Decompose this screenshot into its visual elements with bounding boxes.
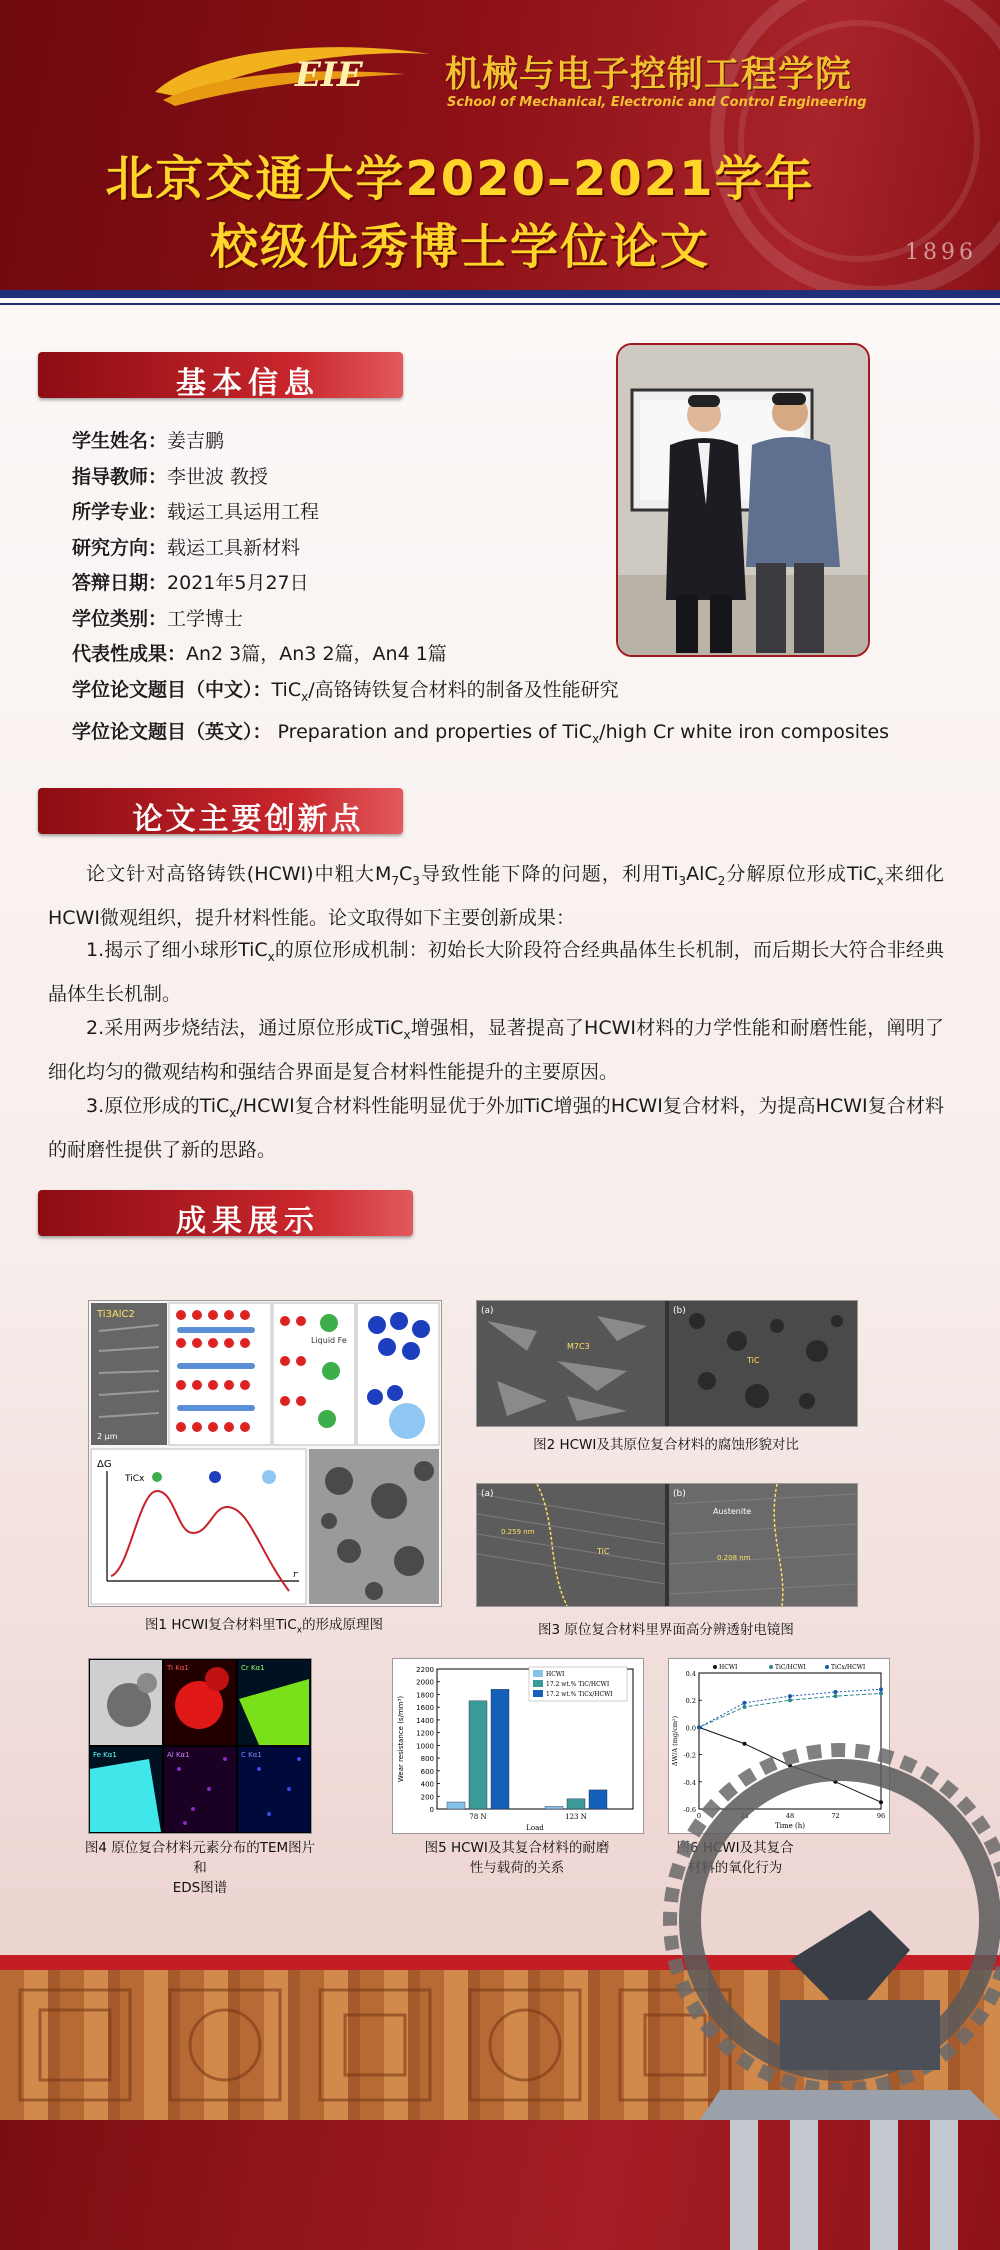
innovation-1: 1.揭示了细小球形TiC$_x$的原位形成机制：初始长大阶段符合经典晶体生长机制，而后期长大符合非经典晶体生长机制。 — [48, 939, 944, 1005]
svg-text:Cr Kα1: Cr Kα1 — [241, 1664, 265, 1672]
legend-swatch — [533, 1680, 543, 1687]
x-tick-label: 78 N — [469, 1813, 487, 1821]
figure-1 — [88, 1300, 442, 1607]
figure-4-caption: 图4 原位复合材料元素分布的TEM图片和 EDS图谱 — [84, 1840, 316, 1896]
y-tick-label: 800 — [420, 1755, 434, 1764]
bar — [567, 1799, 585, 1809]
poster-title-line-1: 北京交通大学2020–2021学年 — [105, 151, 815, 207]
y-tick-label: 0 — [429, 1806, 434, 1814]
figure-4 — [88, 1658, 312, 1834]
svg-text:r: r — [293, 1570, 298, 1580]
y-axis-label: Wear resistance (s/mm³) — [397, 1695, 405, 1783]
seal-year: 1896 — [905, 240, 977, 265]
x-tick-label: 0 — [696, 1812, 702, 1820]
section-title: 成果展示 — [176, 1204, 320, 1239]
svg-text:Fe Kα1: Fe Kα1 — [93, 1751, 117, 1759]
x-tick-label: 96 — [876, 1812, 886, 1820]
info-row-advisor: 指导教师：李世波 教授 — [72, 465, 269, 488]
innovation-3: 3.原位形成的TiC$_x$/HCWI复合材料性能明显优于外加TiC增强的HCWI复合材料，为提高HCWI复合材料的耐磨性提供了新的思路。 — [48, 1095, 944, 1161]
y-axis-label: ΔW/A (mg/cm²) — [671, 1715, 679, 1767]
y-tick-label: 200 — [420, 1793, 434, 1802]
x-tick-label: 123 N — [565, 1813, 587, 1821]
logo-text: EIE — [295, 55, 363, 95]
x-axis-label: Load — [526, 1824, 544, 1832]
y-tick-label: 1200 — [416, 1729, 434, 1738]
x-tick-label: 24 — [740, 1812, 749, 1820]
svg-text:0.259 nm: 0.259 nm — [501, 1528, 535, 1536]
y-tick-label: -0.4 — [683, 1778, 696, 1787]
y-tick-label: 2200 — [416, 1666, 434, 1674]
info-row-name: 学生姓名：姜吉鹏 — [72, 430, 225, 452]
x-axis-label: Time (h) — [775, 1822, 805, 1830]
svg-text:(a): (a) — [481, 1306, 494, 1316]
info-row-title-cn: 学位论文题目（中文）：TiC$_x$/高铬铸铁复合材料的制备及性能研究 — [72, 678, 619, 704]
bar — [545, 1806, 563, 1809]
y-tick-label: 1600 — [416, 1704, 434, 1713]
header-divider-thin — [0, 303, 1000, 305]
innovation-2: 2.采用两步烧结法，通过原位形成TiC$_x$增强相，显著提高了HCWI材料的力学性能和耐磨性能，阐明了细化均匀的微观结构和强结合界面是复合材料性能提升的主要原因。 — [48, 1017, 944, 1083]
y-tick-label: 1400 — [416, 1716, 434, 1725]
svg-text:TiC: TiC — [597, 1547, 610, 1556]
info-row-major: 所学专业：载运工具运用工程 — [72, 501, 320, 523]
x-tick-label: 72 — [831, 1812, 840, 1820]
y-tick-label: -0.6 — [683, 1806, 696, 1814]
legend-swatch — [533, 1690, 543, 1697]
figure-1-caption: 图1 HCWI复合材料里TiC$_x$的形成原理图 — [144, 1617, 384, 1636]
poster-title-line-2: 校级优秀博士学位论文 — [209, 219, 710, 275]
figure-2-caption: 图2 HCWI及其原位复合材料的腐蚀形貌对比 — [533, 1437, 799, 1453]
bar — [447, 1802, 465, 1809]
y-tick-label: 1000 — [416, 1742, 434, 1751]
svg-text:Austenite: Austenite — [713, 1507, 752, 1516]
figure-3-caption: 图3 原位复合材料里界面高分辨透射电镜图 — [538, 1622, 794, 1638]
svg-text:0.208 nm: 0.208 nm — [717, 1554, 751, 1562]
svg-text:C Kα1: C Kα1 — [241, 1751, 262, 1759]
college-name-en: School of Mechanical, Electronic and Control Engineering — [447, 95, 867, 110]
x-tick-label: 48 — [785, 1812, 795, 1820]
college-logo-icon — [145, 40, 435, 110]
figure-6-caption: 图6 HCWI及其复合 材料的氧化行为 — [676, 1840, 794, 1876]
legend-label: TiCx/HCWI — [831, 1664, 866, 1671]
y-tick-label: 0.4 — [685, 1670, 696, 1678]
bar — [589, 1790, 607, 1809]
y-tick-label: 2000 — [416, 1678, 434, 1687]
gear-sculpture-icon — [640, 1660, 1000, 2250]
info-row-title-en: 学位论文题目（英文）： Preparation and properties of TiC$_x$/high Cr white iron composites — [72, 720, 890, 746]
svg-text:M7C3: M7C3 — [567, 1342, 590, 1351]
figure-5-caption: 图5 HCWI及其复合材料的耐磨 性与载荷的关系 — [424, 1840, 610, 1876]
svg-text:Al Kα1: Al Kα1 — [167, 1751, 190, 1759]
college-name-cn: 机械与电子控制工程学院 — [445, 54, 853, 95]
svg-text:(b): (b) — [673, 1489, 686, 1499]
legend-swatch — [533, 1670, 543, 1677]
y-tick-label: 1800 — [416, 1691, 434, 1700]
y-tick-label: 400 — [420, 1780, 434, 1789]
svg-text:2 μm: 2 μm — [97, 1432, 118, 1441]
svg-text:Liquid Fe: Liquid Fe — [311, 1336, 347, 1345]
svg-text:TiCx: TiCx — [125, 1474, 145, 1484]
svg-text:ΔG: ΔG — [97, 1459, 112, 1470]
svg-text:TiC: TiC — [747, 1356, 760, 1365]
info-row-achievements: 代表性成果：An2 3篇，An3 2篇，An4 1篇 — [72, 643, 447, 665]
legend-label: 17.2 wt.% TiCx/HCWI — [546, 1691, 613, 1698]
svg-text:(b): (b) — [673, 1306, 686, 1316]
svg-text:Ti3AlC2: Ti3AlC2 — [97, 1309, 135, 1320]
figure-3 — [476, 1483, 858, 1607]
svg-text:(a): (a) — [481, 1489, 494, 1499]
figure-2 — [476, 1300, 858, 1427]
bar — [491, 1689, 509, 1809]
legend-label: HCWI — [546, 1671, 565, 1678]
student-advisor-photo — [616, 343, 870, 657]
y-tick-label: 0.0 — [685, 1724, 696, 1733]
section-title: 论文主要创新点 — [132, 802, 364, 837]
legend-label: HCWI — [719, 1664, 738, 1671]
info-row-degree: 学位类别：工学博士 — [72, 607, 244, 630]
info-row-direction: 研究方向：载运工具新材料 — [72, 536, 301, 559]
y-tick-label: 600 — [420, 1767, 434, 1776]
innovation-intro: 论文针对高铬铸铁(HCWI)中粗大$M_7C_3$导致性能下降的问题，利用$Ti_3AlC_2$分解原位形成TiC$_x$来细化HCWI微观组织，提升材料性能。论文取得如下主要创新成果： — [48, 863, 944, 929]
bar — [469, 1701, 487, 1809]
legend-label: 17.2 wt.% TiC/HCWI — [546, 1681, 610, 1688]
info-row-defense-date: 答辩日期：2021年5月27日 — [72, 572, 309, 594]
header-banner — [0, 0, 1000, 290]
section-title: 基本信息 — [176, 366, 320, 401]
svg-text:Ti Kα1: Ti Kα1 — [167, 1664, 189, 1672]
figure-5-chart — [392, 1658, 644, 1834]
header-divider — [0, 290, 1000, 298]
y-tick-label: -0.2 — [683, 1751, 696, 1760]
legend-label: TiC/HCWI — [775, 1664, 806, 1671]
y-tick-label: 0.2 — [685, 1697, 696, 1706]
